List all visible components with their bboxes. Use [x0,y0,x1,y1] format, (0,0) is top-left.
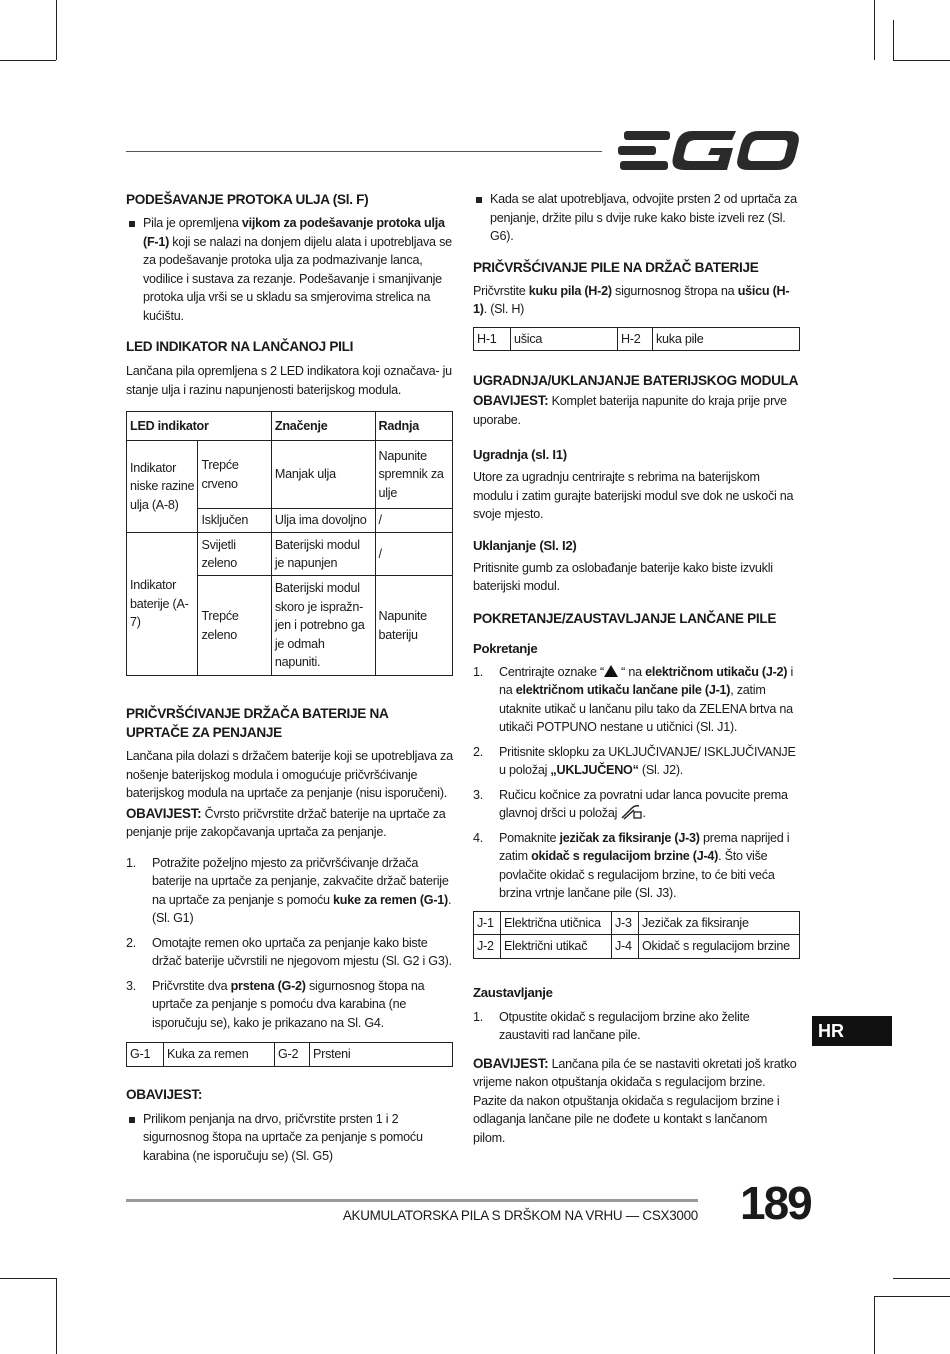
subsection-title: Ugradnja (sl. I1) [473,447,567,462]
table-cell: J-1 [477,915,494,930]
paragraph: Pritisnite gumb za oslobađanje baterije kako biste izvukli baterijski modul. [473,560,773,593]
subsection-title: Pokretanje [473,640,538,656]
section-title: POKRETANJE/ZAUSTAVLJANJE LANČANE PILE [473,610,777,626]
crop-mark [56,0,57,60]
list-item: 1. Centrirajte oznake “ “ na električnom utikaču (J-2) i na električnom utikaču lančane pile (J-1), zatim utaknite utikač u lančanu pilu tako da ZELENA brtva na utikači POTPUNO nestane u utičnici (Sl. J1). [473,664,794,734]
table-header: Radnja [378,418,419,433]
table-cell: Indikator baterije (A-7) [130,578,189,630]
section-title: PODEŠAVANJE PROTOKA ULJA (Sl. F) [126,192,369,207]
crop-mark [874,0,875,60]
table-cell: J-2 [477,939,494,953]
left-column [126,190,453,1165]
parts-table-h [473,327,800,352]
table-header: LED indikator [130,418,209,433]
table-header: Značenje [274,418,328,433]
table-cell: Isključen [201,513,249,528]
list-item: 3. Pričvrstite dva prstena (G-2) sigurnosnog štopa na uprtače za penjanje s pomoću dva karabina (ne isporučuju se), kako je prikazano na Sl. G4. [126,978,425,1030]
list-item: 2. Omotajte remen oko uprtača za penjanje kako biste držač baterije učvrstili ne njegovom mjestu (Sl. G2 i G3). [126,935,452,968]
page-number: 189 [740,1177,811,1229]
table-cell: Okidač s regulacijom brzine [642,939,790,953]
table-cell: H-2 [621,331,641,346]
paragraph: Pričvrstite kuku pila (H-2) sigurnosnog štropa na ušicu (H-1). (Sl. H) [473,283,790,316]
table-cell: Prsteni [313,1047,351,1061]
led-table [126,411,453,676]
crop-mark [874,1296,875,1354]
paragraph: Lančana pila opremljena s 2 LED indikatora koji označava- ju stanje ulja i razinu napunjenosti baterijskog modula. [126,364,452,397]
table-cell: G-1 [130,1047,151,1061]
table-cell: Ulja ima dovoljno [274,513,367,528]
list-item: 3. Ručicu kočnice za povratni udar lanca povucite prema glavnoj dršci u položaj . [473,787,788,820]
table-cell: Baterijski modul skoro je ispražn- jen i potrebno ga je odmah napuniti. [274,581,365,670]
language-tab: HR [812,1016,892,1046]
bullet-item: Pila je opremljena vijkom za podešavanje protoka ulja (F-1) koji se nalazi na donjem dijelu alata i upotrebljava se za podešavanje protoka ulja za podmazivanje lanca, vodilice i sustava za rezanje. Podešavanje i smanjivanje protoka ulja vrši se u skladu sa smjerovima strelica na kućištu. [126,214,453,325]
subsection-title: Zaustavljanje [473,984,553,1000]
table-cell: J-4 [615,939,632,953]
list-item: 1. Potražite poželjno mjesto za pričvršćivanje držača baterije na uprtače za penjanje, zakvačite držač baterije na uprtače za penjanje s pomoću kuke za remen (G-1). (Sl. G1) [126,855,452,925]
table-cell: Indikator niske razine ulja (A-8) [130,460,195,512]
right-column [473,190,800,1147]
bullet-item: Kada se alat upotrebljava, odvojite prsten 2 od uprtača za penjanje, držite pilu s dvije ruke kako biste izveli rez (Sl. G6). [473,190,800,246]
table-cell: / [378,546,382,561]
ego-logo [618,131,800,171]
crop-mark [0,60,56,61]
table-cell: Napunite spremnik za ulje [378,448,444,500]
note: OBAVIJEST: Komplet baterija napunite do kraja prije prve uporabe. [473,393,787,427]
footer-rule [126,1199,698,1202]
section-title: PRIČVRŠĆIVANJE PILE NA DRŽAČ BATERIJE [473,259,759,275]
table-cell: Baterijski modul je napunjen [274,537,360,570]
triangle-icon [604,665,618,677]
table-cell: Napunite bateriju [378,609,427,642]
header-rule [126,151,602,152]
table-cell: G-2 [278,1047,299,1061]
section-title: LED INDIKATOR NA LANČANOJ PILI [126,339,354,354]
table-cell: ušica [514,331,543,346]
table-cell: Električni utikač [504,939,588,953]
crop-mark [893,1278,950,1279]
paragraph: Lančana pila dolazi s držačem baterije koji se upotrebljava za nošenje baterijskog modula i omogućuje pričvršćivanje baterijskog modula na uprtače za penjanje (nisu isporučeni). [126,749,453,800]
section-title: UGRADNJA/UKLANJANJE BATERIJSKOG MODULA [473,373,799,388]
paragraph: Utore za ugradnju centrirajte s rebrima na baterijskom modulu i zatim gurajte baterijski modul sve dok ne uskoči na svoje mjesto. [473,470,794,521]
parts-table-g [126,1042,453,1067]
crop-mark [0,1278,56,1279]
table-cell: Električna utičnica [504,915,601,930]
crop-mark [893,60,950,61]
brake-lever-icon [620,804,642,820]
table-cell: Jezičak za fiksiranje [642,915,749,930]
table-cell: Trepće crveno [201,458,239,491]
table-cell: Svijetli zeleno [201,537,238,570]
bullet-item: Prilikom penjanja na drvo, pričvrstite prsten 1 i 2 sigurnosnog štopa na uprtače za penjanje s pomoću karabina (ne isporučuju se) (Sl. G5) [126,1110,453,1166]
note: OBAVIJEST: Lančana pila će se nastaviti okretati još kratko vrijeme nakon otpuštanja okidača s regulacijom brzine. Pazite da nakon otpuštanja okidača s regulacijom brzine i odlaganja lančane pile ne dođete u kontakt s lančanom pilom. [473,1055,797,1145]
note: OBAVIJEST: Čvrsto pričvrstite držač baterije na uprtače za penjanje prije zakopčavanja uprtača za penjanje. [126,805,446,839]
list-item: 1. Otpustite okidač s regulacijom brzine ako želite zaustaviti rad lančane pile. [473,1009,750,1042]
crop-mark [893,20,894,60]
subsection-title: Uklanjanje (Sl. I2) [473,537,577,553]
section-title: OBAVIJEST: [126,1086,203,1102]
table-cell: / [378,513,382,528]
section-title: PRIČVRŠĆIVANJE DRŽAČA BATERIJE NA UPRTAČE ZA PENJANJE [126,706,389,740]
parts-table-j [473,911,800,959]
crop-mark [874,1296,950,1297]
table-cell: kuka pile [656,331,704,346]
list-item: 4. Pomaknite jezičak za fiksiranje (J-3) prema naprijed i zatim okidač s regulacijom brzine (J-4). Što više povlačite okidač s regulacijom brzine, to će biti veća brzina vrtnje lančane pile (Sl. J3). [473,830,790,900]
table-cell: Manjak ulja [274,467,336,482]
table-cell: J-3 [615,915,632,930]
table-cell: Trepće zeleno [201,609,239,642]
table-cell: Kuka za remen [167,1047,249,1061]
list-item: 2. Pritisnite sklopku za UKLJUČIVANJE/ ISKLJUČIVANJE u položaj „UKLJUČENO“ (Sl. J2). [473,744,796,777]
crop-mark [56,1278,57,1354]
table-cell: H-1 [477,331,497,346]
footer-title: AKUMULATORSKA PILA S DRŠKOM NA VRHU — CSX3000 [342,1208,698,1223]
